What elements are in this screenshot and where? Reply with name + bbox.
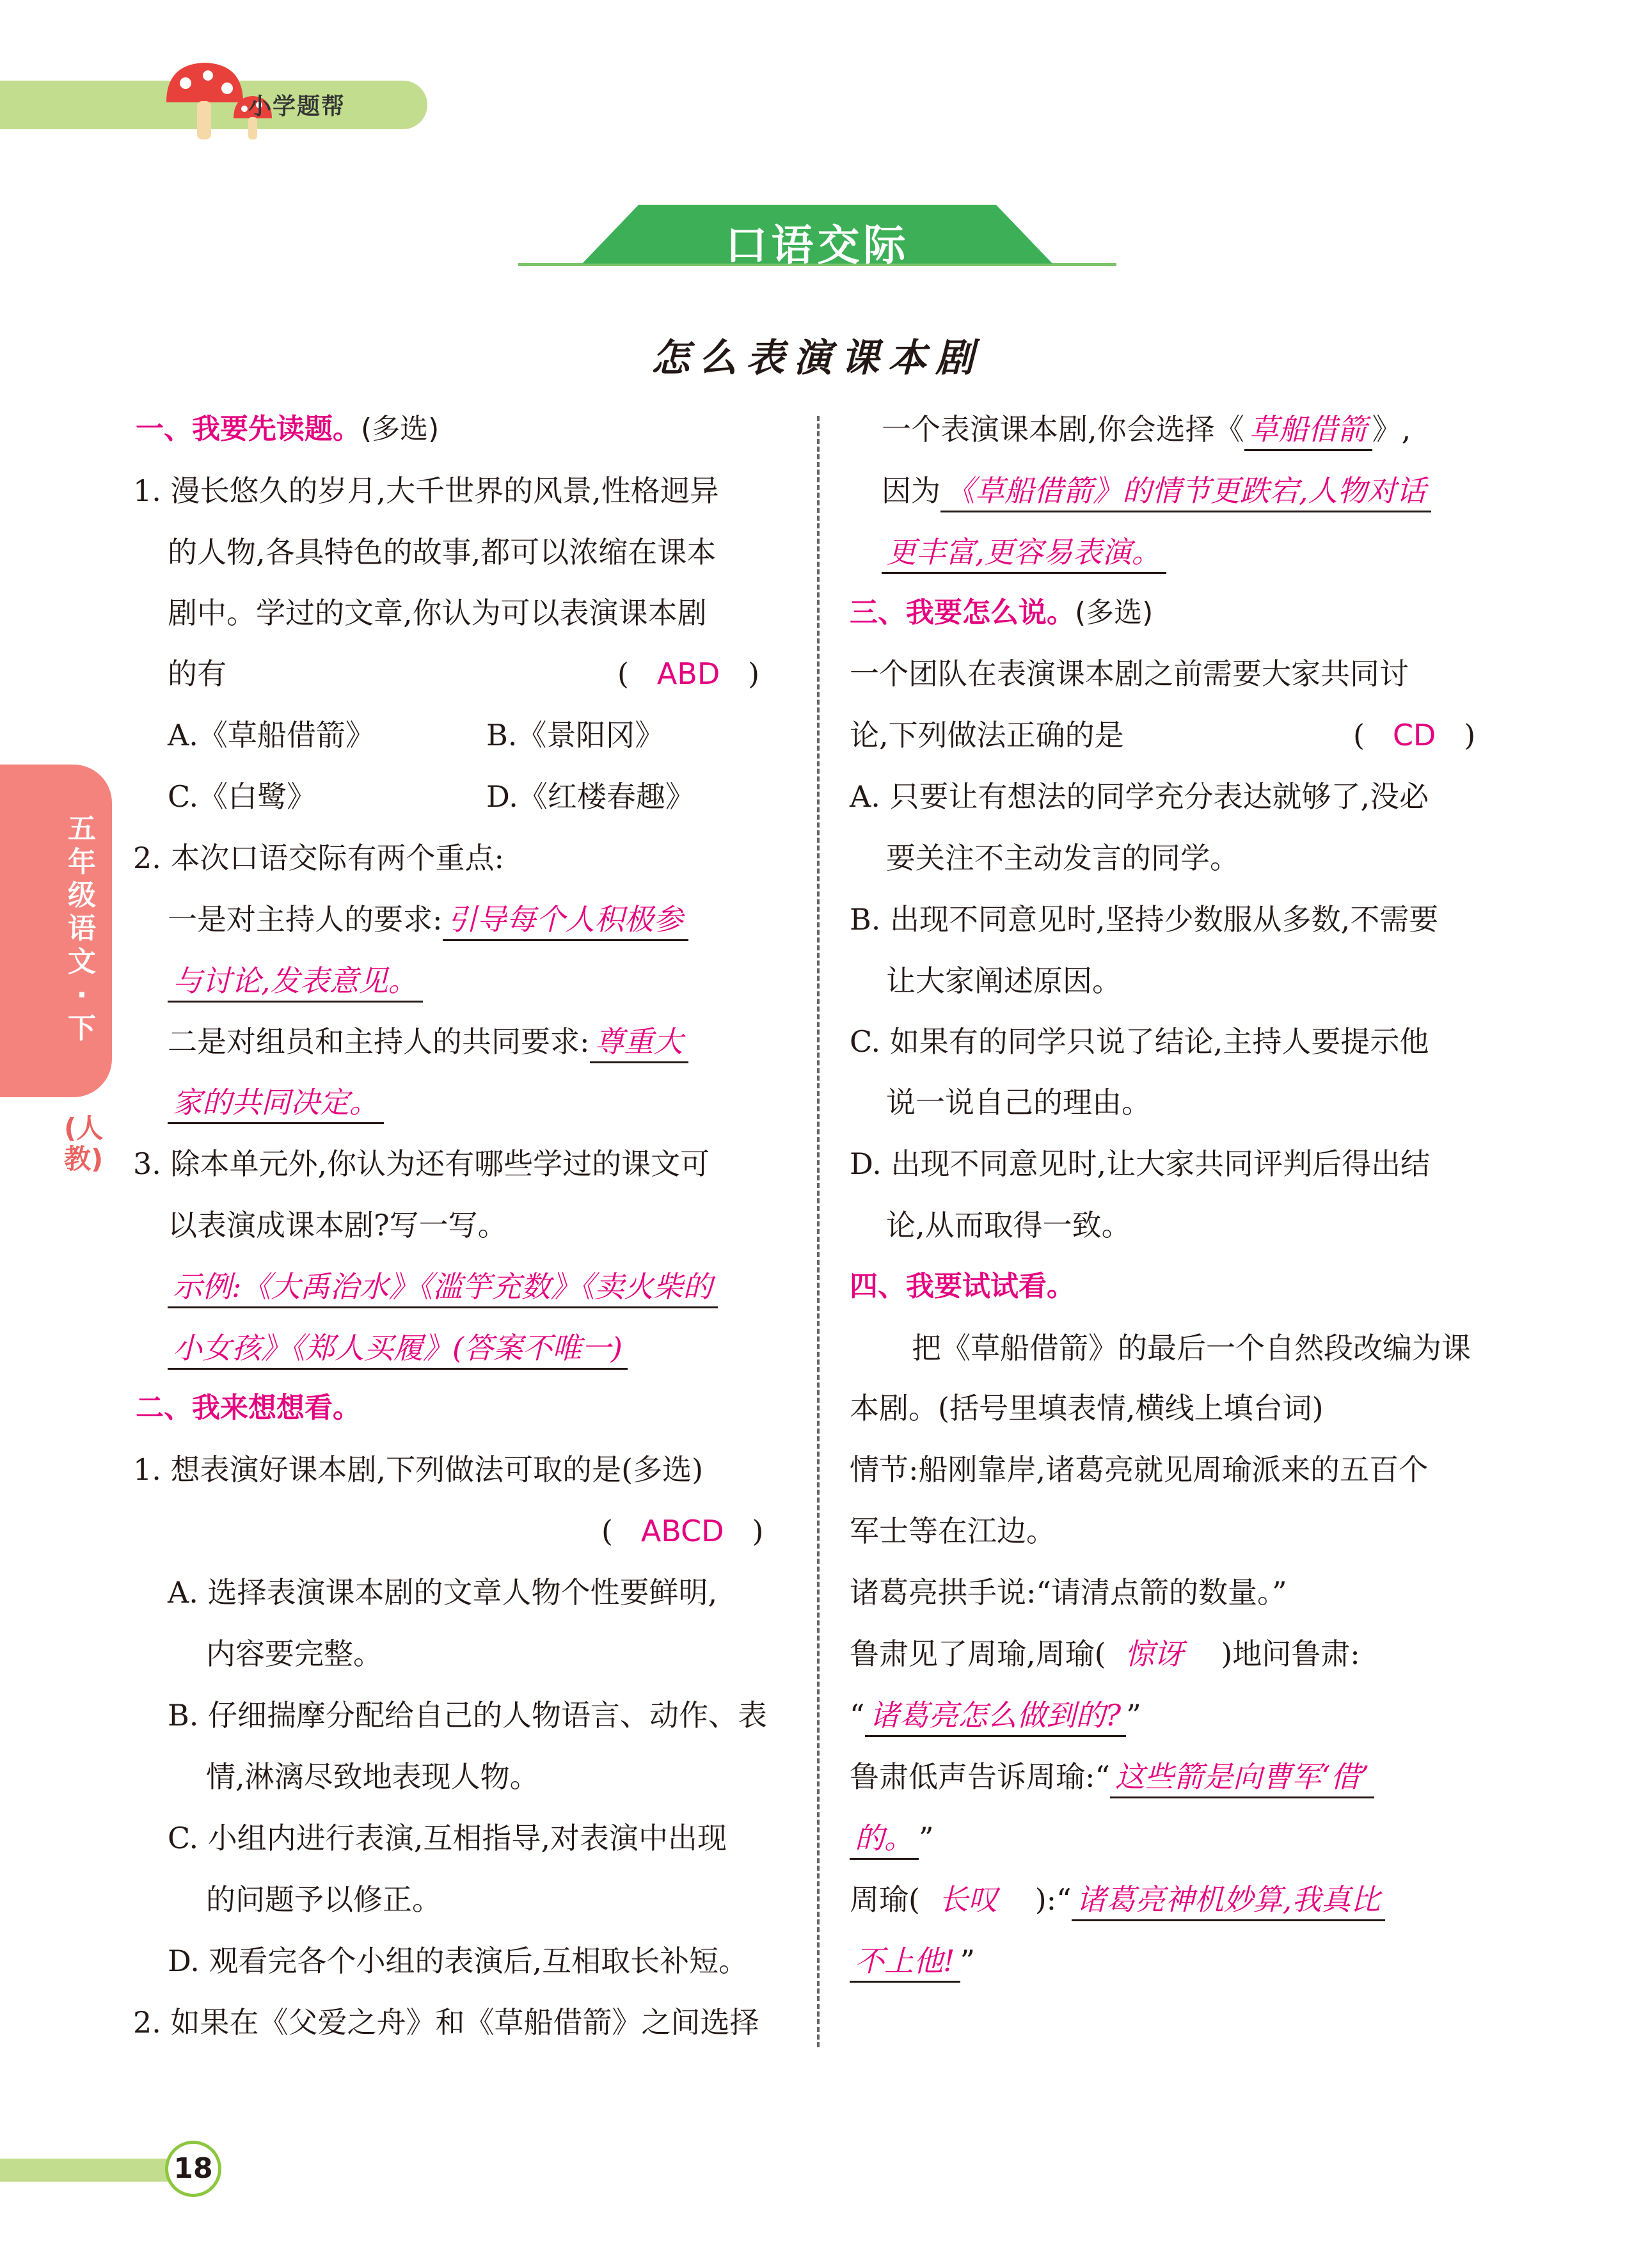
q7-line-5: 诸葛亮拱手说:“请清点箭的数量。” xyxy=(850,1575,1287,1610)
q4-line-1: 1. 想表演好课本剧,下列做法可取的是(多选) xyxy=(133,1452,704,1487)
q2-line-3b xyxy=(168,1082,384,1124)
q7-line-9: 的。 ” xyxy=(850,1818,934,1860)
page-number: 18 xyxy=(173,2152,213,2185)
q4-option-d-1: D. 观看完各个小组的表演后,互相取长补短。 xyxy=(168,1944,749,1978)
q4-option-a-2: 内容要完整。 xyxy=(206,1637,383,1671)
q3-answer-1: 示例:《大禹治水》《滥竽充数》《卖火柴的 xyxy=(168,1267,718,1308)
q6-option-b-2: 让大家阐述原因。 xyxy=(886,964,1122,998)
q2-answer-2a: 尊重大 xyxy=(590,1022,688,1063)
q4-option-b-2: 情,淋漓尽致地表现人物。 xyxy=(206,1759,539,1794)
q5-line-2: 一个表演课本剧,你会选择《 草船借箭 》, xyxy=(882,409,1411,451)
page-title: 怎么表演课本剧 xyxy=(651,336,983,381)
side-tab-edition: (人教) xyxy=(64,1113,104,1175)
section-banner-title: 口语交际 xyxy=(725,221,910,270)
q1-answer-paren: ( ABD ) xyxy=(617,656,760,691)
q2-answer-1b: 与讨论,发表意见。 xyxy=(168,961,423,1003)
q5-line-4: 更丰富,更容易表演。 xyxy=(882,532,1194,574)
q7-line-1: 把《草船借箭》的最后一个自然段改编为课 xyxy=(912,1331,1471,1365)
q2-line-1: 2. 本次口语交际有两个重点: xyxy=(133,841,505,875)
q2-line-2b xyxy=(168,961,470,1003)
q6-option-c-1: C. 如果有的同学只说了结论,主持人要提示他 xyxy=(850,1024,1429,1059)
q7-line-3: 情节:船刚靠岸,诸葛亮就见周瑜派来的五百个 xyxy=(850,1452,1429,1487)
q7-line-4: 军士等在江边。 xyxy=(850,1514,1056,1548)
q4-option-c-1: C. 小组内进行表演,互相指导,对表演中出现 xyxy=(168,1821,727,1855)
section-heading-4: 四、我要试试看。 xyxy=(850,1270,1075,1303)
q7-line-6: 鲁肃见了周瑜,周瑜( 惊讶 )地问鲁肃: xyxy=(850,1637,1360,1671)
q2-line-2: 一是对主持人的要求: 引导每个人积极参 xyxy=(168,900,688,941)
q2-answer-2b: 家的共同决定。 xyxy=(168,1082,384,1124)
q6-line-2: 论,下列做法正确的是 xyxy=(850,718,1124,752)
q6-line-1: 一个团队在表演课本剧之前需要大家共同讨 xyxy=(850,656,1409,691)
q2-answer-1a: 引导每个人积极参 xyxy=(443,900,688,941)
q1-line-2: 的人物,各具特色的故事,都可以浓缩在课本 xyxy=(168,535,717,569)
q1-line-3: 剧中。学过的文章,你认为可以表演课本剧 xyxy=(168,596,707,630)
q4-option-a-1: A. 选择表演课本剧的文章人物个性要鲜明, xyxy=(168,1575,718,1610)
q7-line-11: 不上他! ” xyxy=(850,1941,975,1983)
column-divider xyxy=(817,416,820,2047)
q6-option-c-2: 说一说自己的理由。 xyxy=(886,1085,1151,1120)
q7-line-8: 鲁肃低声告诉周瑜:“ 这些箭是向曹军‘借’ xyxy=(850,1757,1374,1798)
q1-option-c: C.《白鹭》 xyxy=(168,779,317,814)
q4-answer-paren: ( ABCD ) xyxy=(601,1514,764,1548)
q3-line-1: 3. 除本单元外,你认为还有哪些学过的课文可 xyxy=(133,1146,710,1181)
q6-option-d-1: D. 出现不同意见时,让大家共同评判后得出结 xyxy=(850,1146,1431,1181)
q5-line-3: 因为 《草船借箭》的情节更跌宕,人物对话 xyxy=(882,471,1431,512)
q1-option-a: A.《草船借箭》 xyxy=(168,718,375,752)
q4-option-c-2: 的问题予以修正。 xyxy=(206,1882,441,1917)
q7-line-2: 本剧。(括号里填表情,横线上填台词) xyxy=(850,1391,1324,1425)
q3-answer-2: 小女孩》《郑人买履》(答案不唯一) xyxy=(168,1328,628,1370)
q1-line-4: 的有 xyxy=(168,656,226,691)
q6-option-a-2: 要关注不主动发言的同学。 xyxy=(886,841,1239,875)
q7-line-7: “ 诸葛亮怎么做到的? ” xyxy=(850,1695,1141,1737)
q6-option-d-2: 论,从而取得一致。 xyxy=(886,1208,1131,1242)
q2-line-3: 二是对组员和主持人的共同要求: 尊重大 xyxy=(168,1022,688,1063)
brand-label: 小学题帮 xyxy=(248,93,346,120)
q1-option-b: B.《景阳冈》 xyxy=(486,718,665,752)
q6-option-b-1: B. 出现不同意见时,坚持少数服从多数,不需要 xyxy=(850,902,1439,937)
q6-option-a-1: A. 只要让有想法的同学充分表达就够了,没必 xyxy=(850,779,1429,814)
q3-line-2: 以表演成课本剧?写一写。 xyxy=(168,1208,507,1242)
side-tab-grade: 五年级语文·下 xyxy=(68,813,96,1045)
section-heading-3: 三、我要怎么说。(多选) xyxy=(850,596,1154,629)
section-heading-2: 二、我来想想看。 xyxy=(136,1392,361,1424)
q4-option-b-1: B. 仔细揣摩分配给自己的人物语言、动作、表 xyxy=(168,1698,768,1733)
footer-bar xyxy=(0,2159,192,2182)
q5-line-1: 2. 如果在《父爱之舟》和《草船借箭》之间选择 xyxy=(133,2005,759,2040)
q7-line-10: 周瑜( 长叹 ):“ 诸葛亮神机妙算,我真比 xyxy=(850,1880,1385,1921)
q1-option-d: D.《红楼春趣》 xyxy=(486,779,695,814)
section-heading-1: 一、我要先读题。(多选) xyxy=(136,413,440,445)
q1-line-1: 1. 漫长悠久的岁月,大千世界的风景,性格迥异 xyxy=(133,473,719,508)
q6-answer-paren: ( CD ) xyxy=(1353,718,1476,752)
